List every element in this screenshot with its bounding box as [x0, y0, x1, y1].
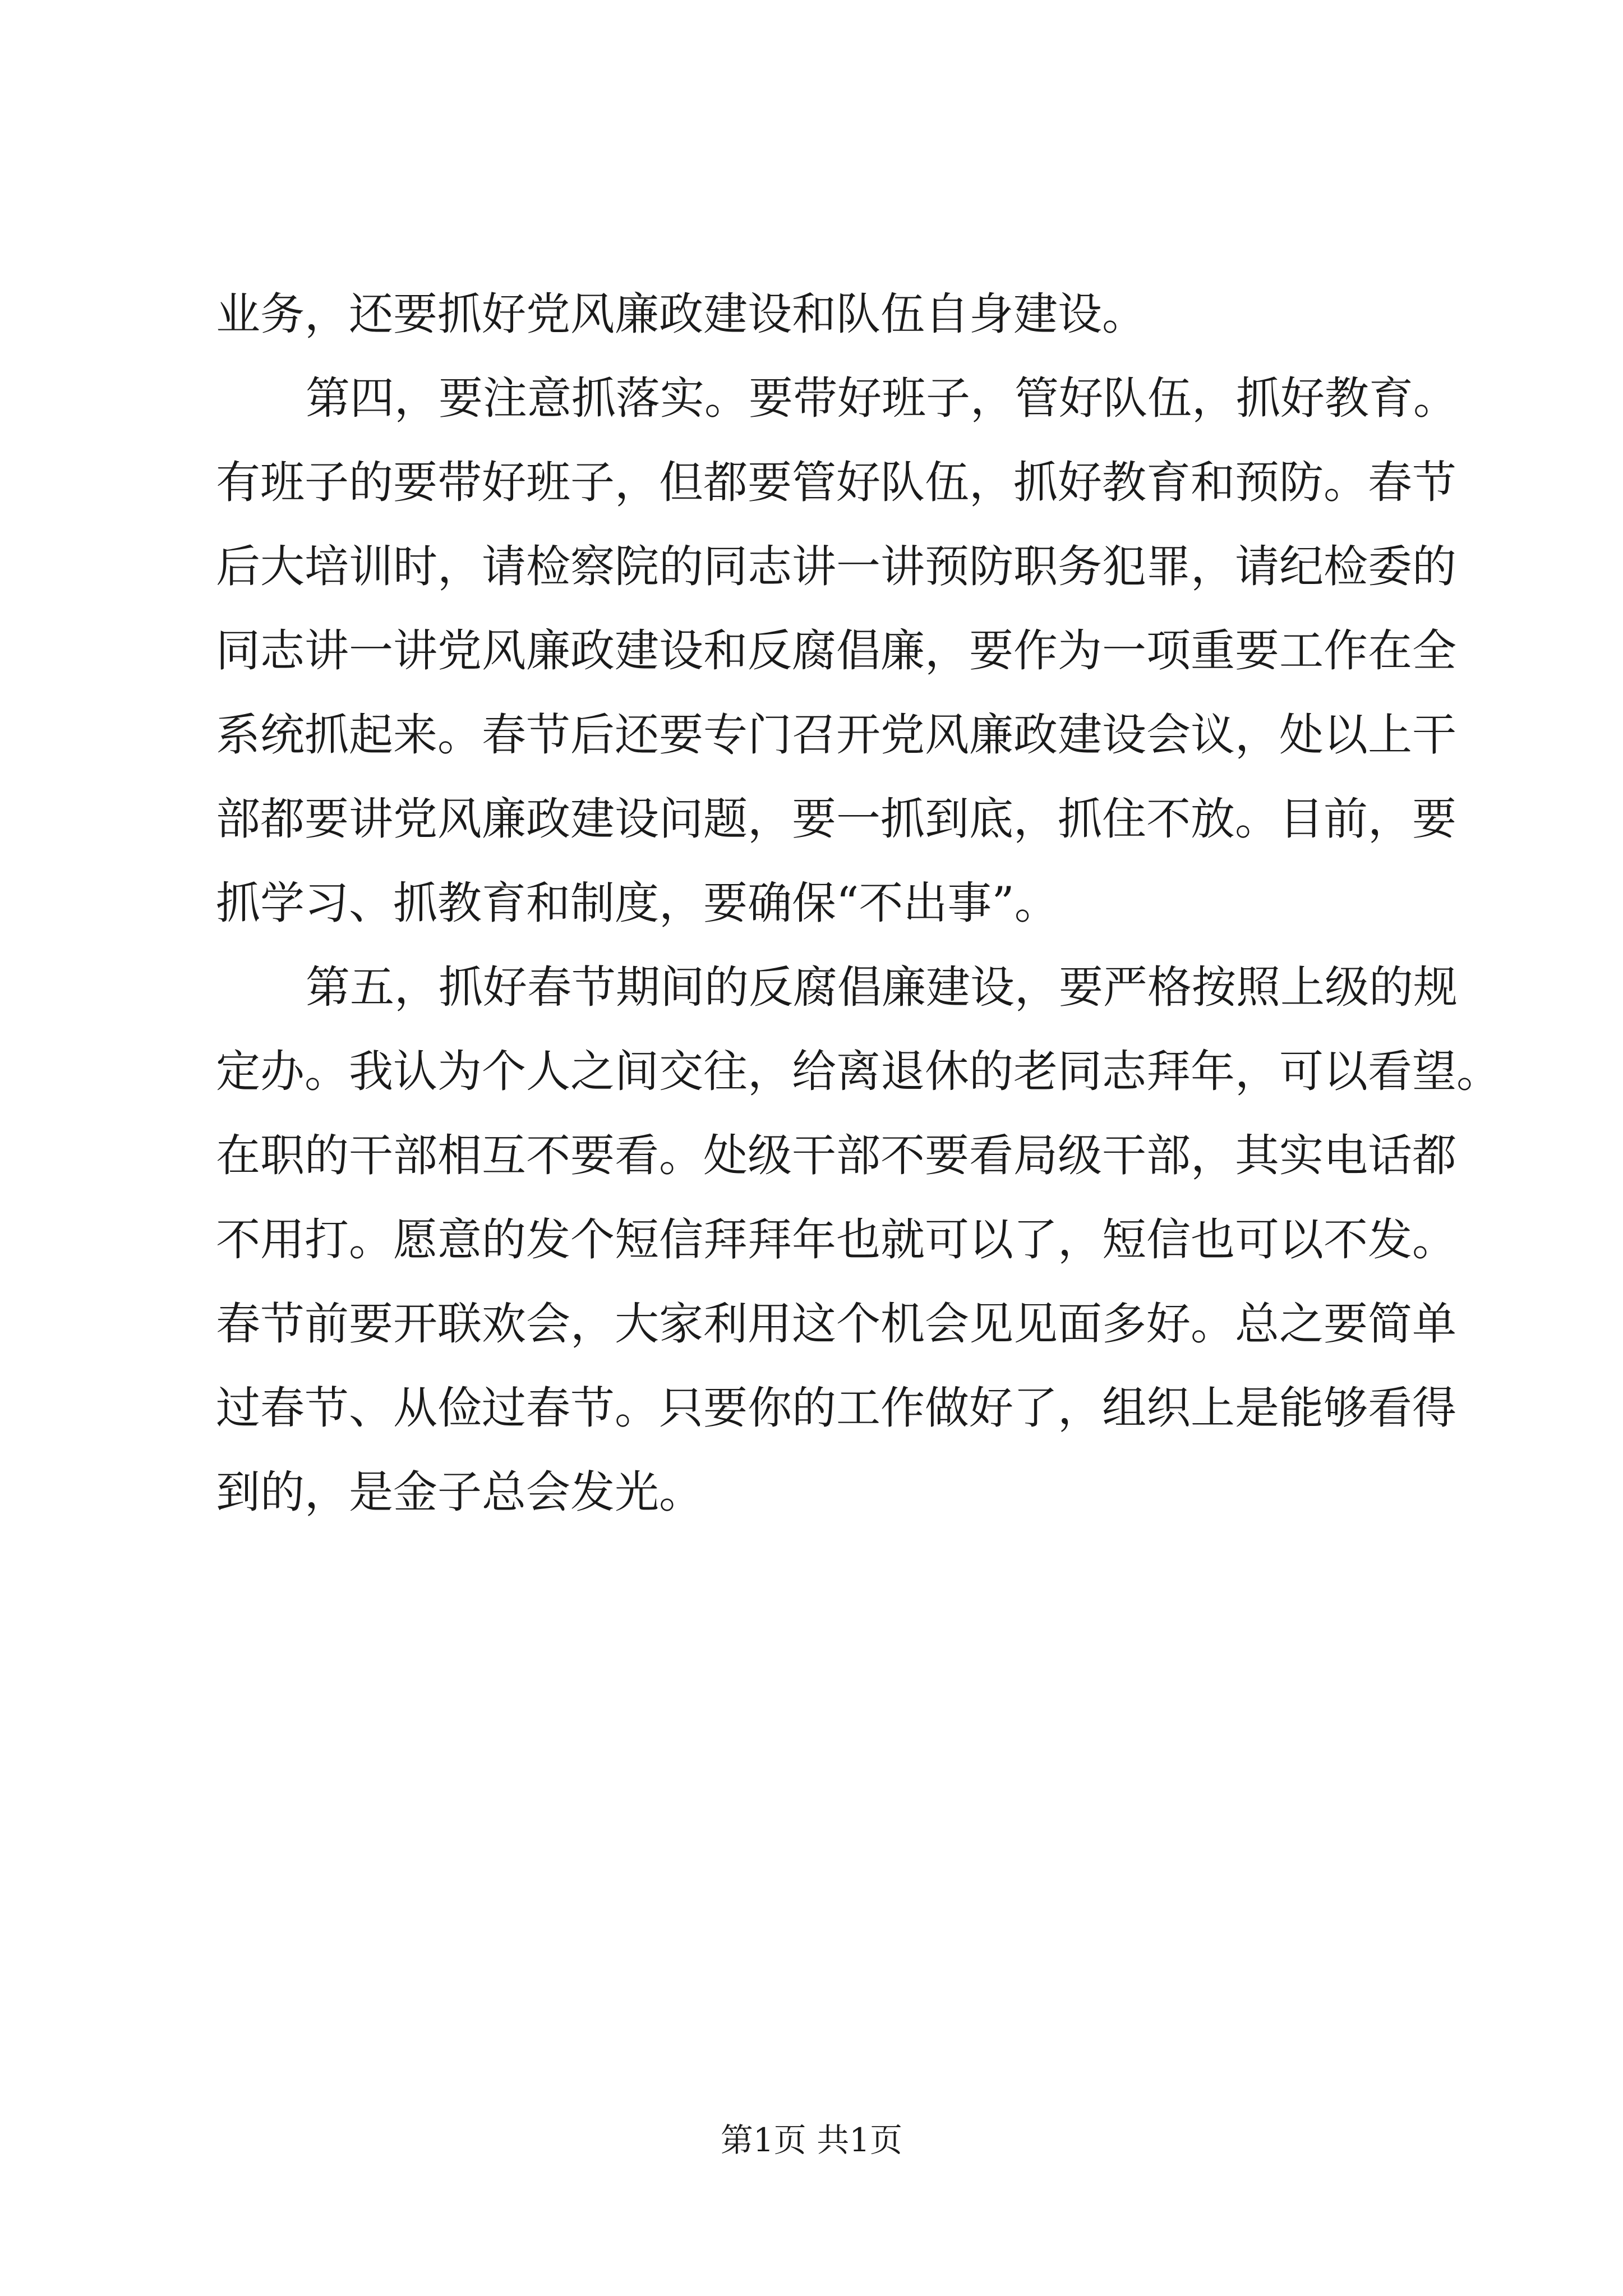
text-line: 系统抓起来。春节后还要专门召开党风廉政建设会议，处以上干 [216, 709, 1456, 761]
document-body [216, 272, 1501, 1534]
text-line: 部都要讲党风廉政建设问题，要一抓到底，抓住不放。目前，要 [216, 793, 1456, 845]
text-line: 有班子的要带好班子，但都要管好队伍，抓好教育和预防。春节 [216, 457, 1456, 508]
text-line: 抓学习、抓教育和制度，要确保“不出事”。 [216, 877, 1059, 929]
paragraph-fifth-point [216, 945, 1501, 1534]
text-line: 春节前要开联欢会，大家利用这个机会见见面多好。总之要简单 [216, 1298, 1456, 1350]
text-line: 过春节、从俭过春节。只要你的工作做好了，组织上是能够看得 [216, 1382, 1456, 1434]
text-line: 在职的干部相互不要看。处级干部不要看局级干部，其实电话都 [216, 1130, 1456, 1181]
text-line: 同志讲一讲党风廉政建设和反腐倡廉，要作为一项重要工作在全 [216, 625, 1456, 677]
text-line: 后大培训时，请检察院的同志讲一讲预防职务犯罪，请纪检委的 [216, 541, 1456, 592]
text-line: 第五，抓好春节期间的反腐倡廉建设，要严格按照上级的规 [306, 961, 1458, 1013]
text-line: 不用打。愿意的发个短信拜拜年也就可以了，短信也可以不发。 [216, 1214, 1456, 1266]
page-footer [0, 2118, 1623, 2162]
paragraph-continuation [216, 272, 1427, 356]
paragraph-fourth-point [216, 356, 1458, 945]
text-line: 定办。我认为个人之间交往，给离退休的老同志拜年，可以看望。 [216, 1046, 1501, 1097]
text-line: 第四，要注意抓落实。要带好班子，管好队伍，抓好教育。 [306, 372, 1458, 424]
page-number-label: 第1页 共1页 [720, 2121, 903, 2159]
text-line: 到的，是金子总会发光。 [216, 1466, 703, 1518]
text-line: 业务，还要抓好党风廉政建设和队伍自身建设。 [216, 288, 1146, 340]
